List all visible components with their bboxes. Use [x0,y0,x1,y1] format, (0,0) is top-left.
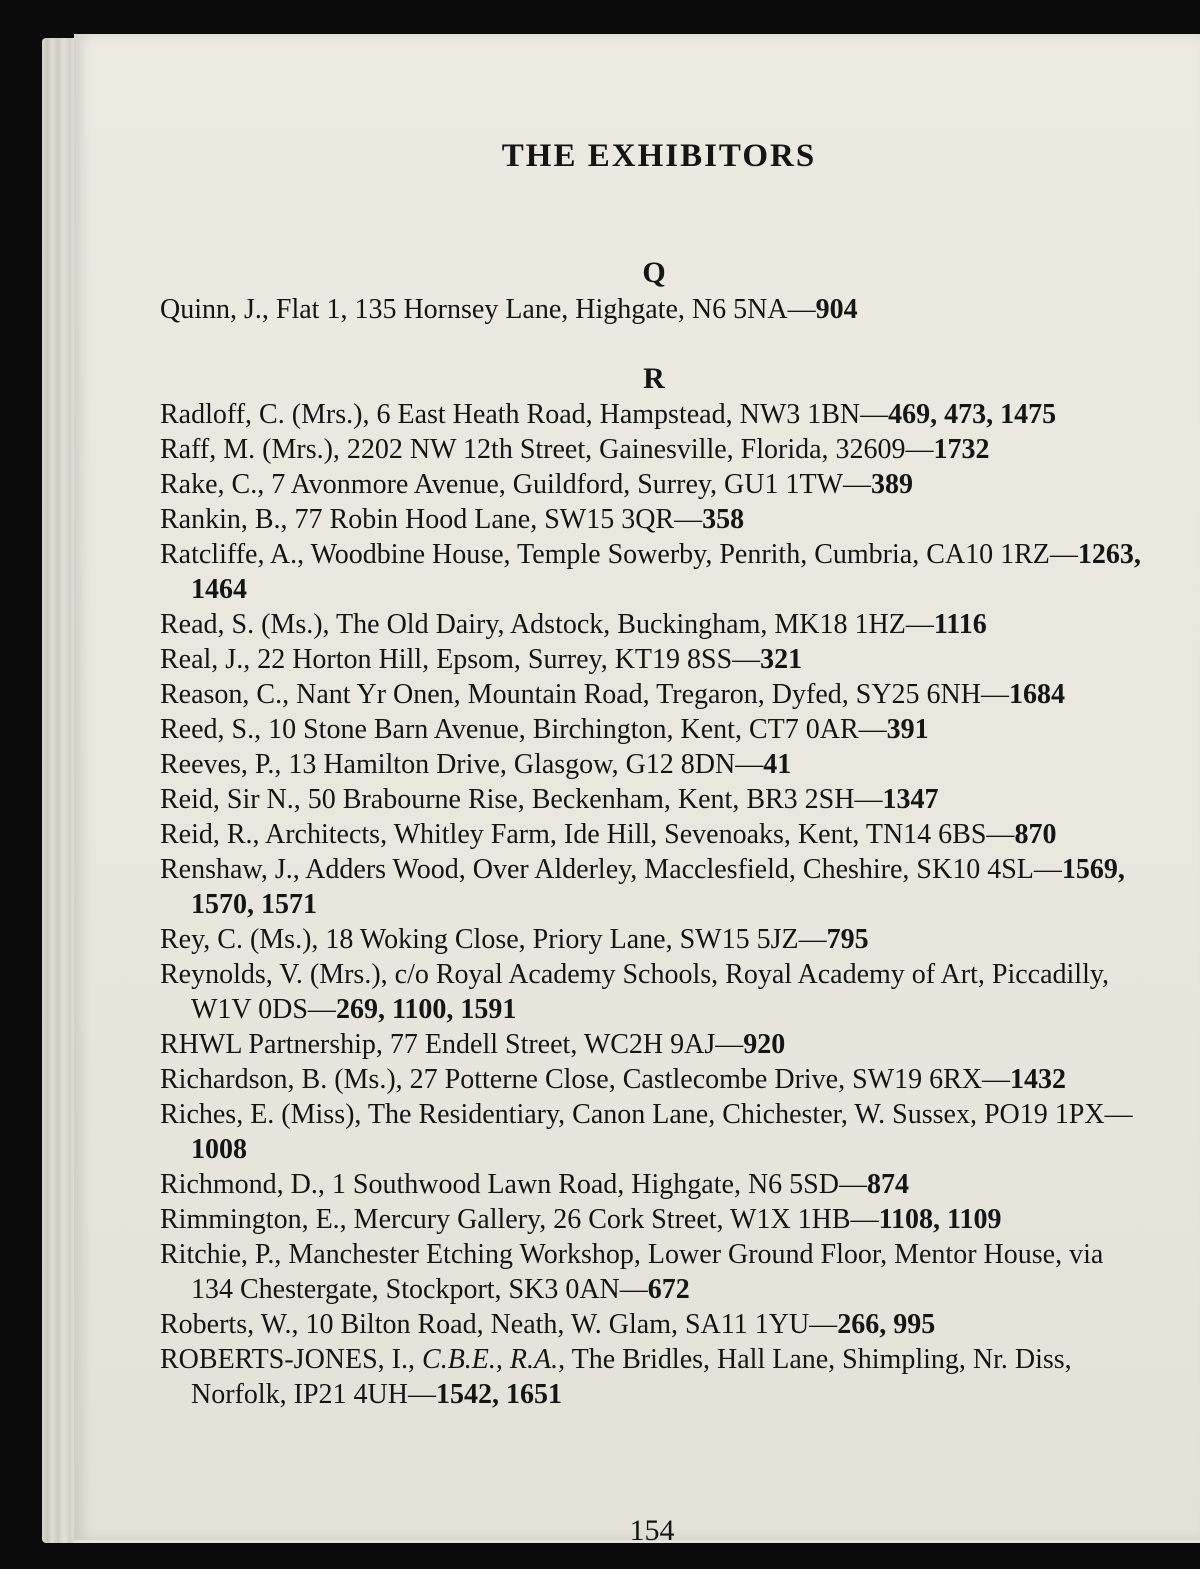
entry-address: Ritchie, P., Manchester Etching Workshop, Lower Ground Floor, Mentor House, via 134 Chestergate, Stockport, SK3 0AN— [160,1239,1104,1305]
list-item [160,1062,1150,1097]
entry-address: Rankin, B., 77 Robin Hood Lane, SW15 3QR— [160,504,703,535]
entry-catalogue-numbers: 1542, 1651 [436,1379,562,1410]
entry-catalogue-numbers: 1347 [882,784,939,815]
entry-address: Rake, C., 7 Avonmore Avenue, Guildford, Surrey, GU1 1TW— [160,469,872,500]
list-item [160,1097,1150,1167]
entry-address: Reid, Sir N., 50 Brabourne Rise, Beckenham, Kent, BR3 2SH— [160,784,883,815]
list-item [160,292,1150,327]
section-letter-q: Q [642,256,666,289]
list-item [160,957,1150,1027]
list-item [160,817,1150,852]
list-item [160,642,1150,677]
entry-catalogue-numbers: 41 [763,749,792,780]
entry-address: Reason, C., Nant Yr Onen, Mountain Road, Tregaron, Dyfed, SY25 6NH— [160,679,1009,710]
list-item [160,1202,1150,1237]
entry-catalogue-numbers: 269, 1100, 1591 [335,994,517,1025]
entry-catalogue-numbers: 1263, 1464 [191,539,1141,605]
entry-catalogue-numbers: 1569, 1570, 1571 [191,854,1125,920]
list-item [160,1237,1150,1307]
entry-catalogue-numbers: 469, 473, 1475 [888,399,1057,430]
page-title: THE EXHIBITORS [501,138,817,174]
list-item [160,677,1150,712]
entry-catalogue-numbers: 321 [760,644,803,675]
entry-catalogue-numbers: 795 [826,924,869,955]
entry-address: Riches, E. (Miss), The Residentiary, Canon Lane, Chichester, W. Sussex, PO19 1PX— [160,1099,1133,1130]
section-letter-r: R [643,362,665,395]
entry-address: Reynolds, V. (Mrs.), c/o Royal Academy Schools, Royal Academy of Art, Piccadilly, W1V 0DS— [160,959,1110,1025]
list-item [160,432,1150,467]
entry-address: Radloff, C. (Mrs.), 6 East Heath Road, Hampstead, NW3 1BN— [160,399,889,430]
entry-catalogue-numbers: 391 [886,714,929,745]
entry-catalogue-numbers: 1108, 1109 [878,1204,1002,1235]
entry-address: Reed, S., 10 Stone Barn Avenue, Birchington, Kent, CT7 0AR— [160,714,887,745]
list-item [160,1027,1150,1062]
entry-address: Real, J., 22 Horton Hill, Epsom, Surrey, KT19 8SS— [160,644,761,675]
list-item [160,1307,1150,1342]
entry-address: RHWL Partnership, 77 Endell Street, WC2H 9AJ— [160,1029,744,1060]
entry-catalogue-numbers: 1432 [1010,1064,1067,1095]
book-page [74,34,1200,1547]
list-item [160,467,1150,502]
list-item [160,712,1150,747]
entry-catalogue-numbers: 266, 995 [837,1309,936,1340]
entry-catalogue-numbers: 1116 [933,609,987,640]
entry-address: Quinn, J., Flat 1, 135 Hornsey Lane, Highgate, N6 5NA— [160,294,816,325]
entry-address: Raff, M. (Mrs.), 2202 NW 12th Street, Gainesville, Florida, 32609— [160,434,934,465]
section-r-entries [160,397,1150,1412]
list-item [160,852,1150,922]
entry-address: Rimmington, E., Mercury Gallery, 26 Cork Street, W1X 1HB— [160,1204,879,1235]
entry-catalogue-numbers: 389 [871,469,914,500]
list-item [160,782,1150,817]
entry-catalogue-numbers: 920 [743,1029,786,1060]
entry-catalogue-numbers: 1008 [191,1134,247,1165]
entry-address: Ratcliffe, A., Woodbine House, Temple Sowerby, Penrith, Cumbria, CA10 1RZ— [160,539,1078,570]
list-item [160,747,1150,782]
list-item [160,1342,1150,1412]
list-item [160,922,1150,957]
list-item [160,397,1150,432]
list-item [160,607,1150,642]
entry-address: Renshaw, J., Adders Wood, Over Alderley, Macclesfield, Cheshire, SK10 4SL— [160,854,1062,885]
entry-catalogue-numbers: 358 [702,504,745,535]
entry-address: Read, S. (Ms.), The Old Dairy, Adstock, Buckingham, MK18 1HZ— [160,609,934,640]
list-item [160,537,1150,607]
entry-address: ROBERTS-JONES, I., [160,1344,423,1375]
entry-address: Richmond, D., 1 Southwood Lawn Road, Highgate, N6 5SD— [160,1169,867,1200]
entry-catalogue-numbers: 1732 [933,434,990,465]
entry-address: Roberts, W., 10 Bilton Road, Neath, W. Glam, SA11 1YU— [160,1309,838,1340]
list-item [160,502,1150,537]
entry-address: Richardson, B. (Ms.), 27 Potterne Close, Castlecombe Drive, SW19 6RX— [160,1064,1011,1095]
page-number: 154 [629,1514,675,1547]
entry-address: Reeves, P., 13 Hamilton Drive, Glasgow, G12 8DN— [160,749,764,780]
list-item [160,1167,1150,1202]
entry-address-continued: , The Bridles, Hall Lane, Shimpling, Nr. Diss, Norfolk, IP21 4UH— [191,1344,1072,1410]
entry-address: Rey, C. (Ms.), 18 Woking Close, Priory Lane, SW15 5JZ— [160,924,827,955]
page-content [74,34,1200,1547]
entry-catalogue-numbers: 1684 [1009,679,1065,710]
entry-catalogue-numbers: 874 [866,1169,909,1200]
entry-address: Reid, R., Architects, Whitley Farm, Ide Hill, Sevenoaks, Kent, TN14 6BS— [160,819,1015,850]
entry-honors: C.B.E., R.A. [422,1344,559,1375]
entry-catalogue-numbers: 904 [815,294,858,325]
section-q-entries [160,292,1150,327]
entry-catalogue-numbers: 870 [1014,819,1057,850]
entry-catalogue-numbers: 672 [647,1274,690,1305]
